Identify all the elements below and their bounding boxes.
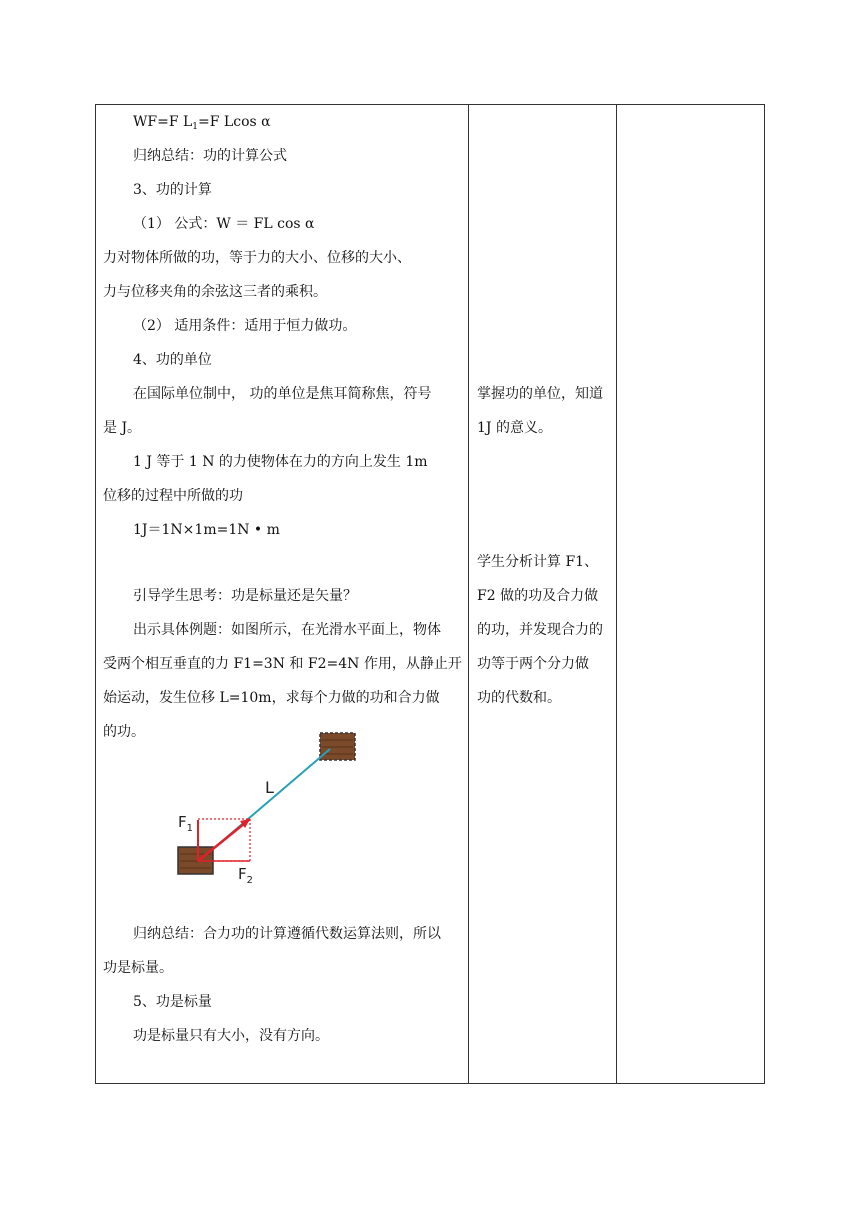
- displacement-label: L: [265, 778, 274, 797]
- formula-prefix: WF=F L: [133, 114, 193, 130]
- unit-text-1: 在国际单位制中， 功的单位是焦耳简称焦，符号: [133, 386, 432, 402]
- joule-equation: 1J＝1N×1m=1N • m: [133, 522, 280, 538]
- student-note-2d: 功等于两个分力做: [477, 656, 589, 672]
- guide-question: 引导学生思考：功是标量还是矢量？: [133, 588, 357, 604]
- force-diagram: [170, 725, 370, 890]
- summary-formula: 归纳总结：功的计算公式: [133, 148, 287, 164]
- joule-definition-2: 位移的过程中所做的功: [103, 488, 243, 504]
- student-note-1a: 掌握功的单位，知道: [477, 386, 603, 402]
- section-3-heading: 3、功的计算: [133, 182, 212, 198]
- moved-block: [320, 733, 355, 760]
- example-line-4: 的功。: [103, 724, 145, 740]
- condition-item: （2） 适用条件：适用于恒力做功。: [133, 318, 357, 334]
- scalar-text: 功是标量只有大小，没有方向。: [133, 1028, 329, 1044]
- formula-subscript: 1: [192, 122, 199, 132]
- example-line-2: 受两个相互垂直的力 F1=3N 和 F2=4N 作用，从静止开: [103, 656, 462, 672]
- example-line-3: 始运动，发生位移 L=10m，求每个力做的功和合力做: [103, 690, 440, 706]
- f2-label: $F_2$: [238, 865, 254, 886]
- f1-label: $F_1$: [178, 813, 194, 834]
- student-note-1b: 1J 的意义。: [477, 420, 552, 436]
- joule-definition-1: 1 J 等于 1 N 的力使物体在力的方向上发生 1m: [133, 454, 428, 470]
- student-note-2c: 的功，并发现合力的: [477, 622, 603, 638]
- summary-scalar-1: 归纳总结：合力功的计算遵循代数运算法则，所以: [133, 926, 441, 942]
- column-divider-2: [616, 105, 617, 1083]
- work-formula-line: [133, 112, 271, 137]
- section-5-heading: 5、功是标量: [133, 994, 212, 1010]
- formula-item: （1） 公式：W ＝ FL cos α: [133, 216, 315, 232]
- formula-description-2: 力与位移夹角的余弦这三者的乘积。: [103, 284, 327, 300]
- section-4-heading: 4、功的单位: [133, 352, 212, 368]
- summary-scalar-2: 功是标量。: [103, 960, 173, 976]
- formula-description-1: 力对物体所做的功，等于力的大小、位移的大小、: [103, 250, 411, 266]
- student-note-2b: F2 做的功及合力做: [477, 588, 599, 604]
- formula-suffix: =F Lcos α: [198, 114, 271, 130]
- column-divider-1: [468, 105, 469, 1083]
- example-line-1: 出示具体例题：如图所示，在光滑水平面上，物体: [133, 622, 441, 638]
- student-note-2e: 功的代数和。: [477, 690, 561, 706]
- student-note-2a: 学生分析计算 F1、: [477, 554, 599, 570]
- unit-text-2: 是 J。: [103, 420, 142, 436]
- resultant-force-arrow: [198, 819, 250, 861]
